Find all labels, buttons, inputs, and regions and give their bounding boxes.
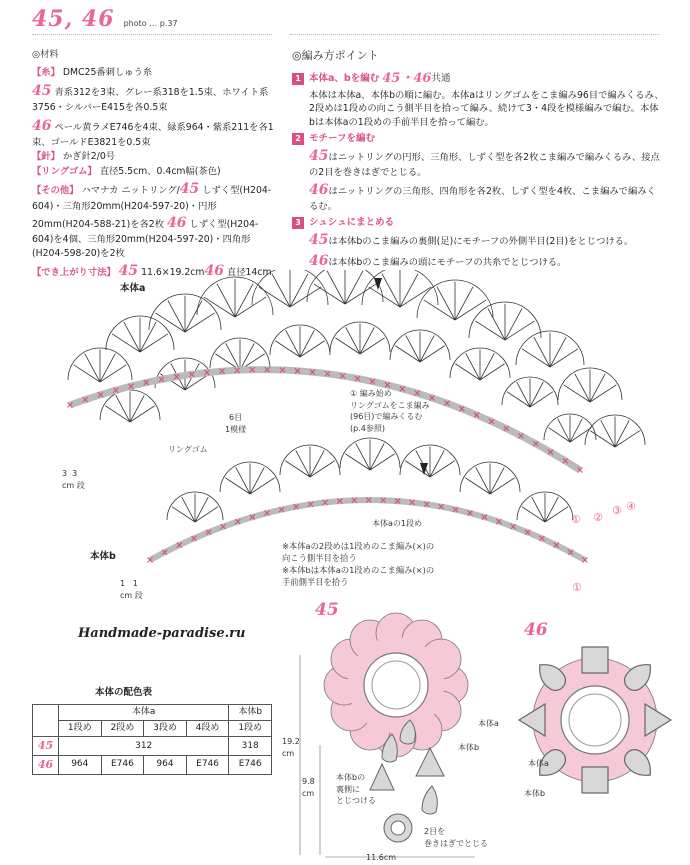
scallop-b (517, 492, 573, 522)
table-row: 45 312 318 (33, 737, 272, 756)
step-1-body: 本体は本体a、本体bの順に編む。本体aはリングゴムをこま編み96目で編みくるみ、2段めは1段めの向こう側半目を拾って編み、続けて3・4段を模様編みで編む。本体bは本体aの1段めの手前半目を拾って編む。 (309, 89, 664, 128)
scallop-a (585, 415, 645, 447)
header-divider-right (290, 34, 660, 35)
ring-gum-band (70, 370, 580, 470)
ring-gum-label: リングゴム (168, 445, 208, 454)
height-9-8: 9.8 cm (302, 777, 315, 798)
scale-b: 1 1 cm 段 (120, 579, 143, 600)
step-1-head: 1 本体a、bを編む 45・46 共通 (292, 70, 664, 89)
scallop-a (390, 330, 450, 362)
attach-note-45: 本体bの 裏側に とじつける (336, 773, 376, 806)
height-19-2: 19.2 cm (282, 737, 300, 758)
color-table-title: 本体の配色表 (95, 687, 153, 698)
scallop-a (106, 316, 174, 352)
points-title: ◎編み方ポイント (292, 49, 379, 62)
scallop-b (220, 462, 280, 494)
step-2-head: 2 モチーフを編む (292, 132, 664, 146)
shape-motif-46 (519, 704, 545, 736)
body-b-label: 本体b (90, 551, 116, 562)
note-2: ※本体bは本体aの1段めのこま編み(×)の 手前側半目を拾う (282, 565, 435, 588)
scallop-b (460, 462, 520, 494)
scallop-a (544, 414, 596, 442)
body-a-label-46: 本体a (528, 759, 549, 768)
scallop-b (280, 445, 340, 477)
scallop-a (68, 348, 132, 382)
row-4-a: ④ (626, 500, 636, 513)
header-divider (32, 34, 272, 35)
scallop-a (450, 348, 510, 380)
note-1: ※本体aの2段めは1段めのこま編み(×)の 向こう側半目を拾う (282, 541, 435, 564)
materials-section: ◎材料 【糸】 DMC25番刺しゅう糸 45 青系312を3束、グレー系318を1.5束、ホワイト系3756・シルバーE415を各0.5束 46 ペール黄ラメE746を4束、緑系964・紫系211を各1束、ゴールドE3821を0.5束 【針】 かぎ針2/0号 【リングゴム】 直径5.5cm、0.4cm幅(茶色) 【その他】 ハマナカ ニットリング/45 しずく型(H204-604)・三角形20mm(H204-597-20)・円形20mm(H204-588-21)を各2枚 46 しずく型(H204-604)を4個、三角形20mm(H204-597-20)・四角形(H204-598-20)を2枚 【でき上がり寸法】 45 11.6×19.2cm46 直径14cm (32, 49, 274, 280)
join-note-45: 2目を 巻きはぎでとじる (424, 827, 488, 848)
scallop-a (417, 280, 493, 320)
body-a-row1-label: 本体aの1段め (372, 519, 422, 528)
scallop-a (469, 302, 541, 340)
finished-45-number: 45 (315, 600, 339, 620)
scallop-a (307, 270, 383, 304)
six-stitch-repeat: 6目 1模様 (225, 413, 247, 434)
row-3-a: ③ (612, 504, 622, 517)
scallop-a (330, 322, 390, 354)
color-table: 本体a 本体b 1段め 2段め 3段め 4段め 1段め 45 312 318 46 964 E746 964 E746 E746 (32, 704, 272, 775)
body-b-label-46: 本体b (524, 789, 546, 798)
shape-motif-46 (645, 704, 671, 736)
scallop-a (252, 270, 328, 307)
shape-motif-46 (582, 767, 608, 793)
scallop-a (558, 368, 622, 402)
scallop-a (197, 277, 273, 317)
drop-motif-45-3 (422, 786, 437, 814)
start-triangle-b (420, 463, 428, 475)
scallop-a (210, 338, 270, 370)
photo-reference: photo … p.37 (123, 19, 178, 28)
scallop-a (516, 331, 584, 367)
scallop-a (270, 325, 330, 357)
scallop-a (502, 377, 558, 407)
scallop-b (400, 445, 460, 477)
materials-title: ◎材料 (32, 49, 59, 60)
inner-ring-45 (364, 653, 428, 717)
start-note: ① 編み始め リングゴムをこま編み (96目)で編みくるむ (p.4参照) (350, 389, 430, 433)
width-11-6: 11.6cm (366, 853, 397, 862)
shape-motif-46 (582, 647, 608, 673)
finished-46-number: 46 (524, 620, 548, 640)
watermark: Handmade-paradise.ru (78, 626, 246, 641)
table-row: 46 964 E746 964 E746 E746 (33, 756, 272, 775)
body-a-label: 本体a (120, 283, 146, 294)
step-3-head: 3 シュシュにまとめる (292, 216, 664, 230)
scallop-b (167, 492, 223, 522)
row-2-a: ② (593, 511, 603, 524)
scallop-a (149, 294, 221, 332)
single-crochet-marks (68, 367, 588, 562)
body-b-label-45: 本体b (458, 743, 480, 752)
pattern-numbers: 45, 46 (32, 6, 115, 32)
row-1-a: ① (571, 513, 581, 526)
inner-ring-46 (561, 686, 629, 754)
triangle-motif-45-1 (416, 748, 444, 776)
row-1-b: ① (572, 581, 582, 594)
knitting-points-section: ◎編み方ポイント 1 本体a、bを編む 45・46 共通 本体は本体a、本体bの順に編む。本体aはリングゴムをこま編み96目で編みくるみ、2段めは1段めの向こう側半目を拾って編み、続けて3・4段を模様編みで編む。本体bは本体aの1段めの手前半目を拾って編む。 2 モチーフを編む 45はニットリングの円形、三角形、しずく型を各2枚こま編みで編みくるみ、接点の2目を巻きはぎでとじる。 46はニットリングの三角形、四角形を各2枚、しずく型を4枚、こま編みで編みくるむ。 3 シュシュにまとめる 45は本体bのこま編みの裏側(足)にモチーフの外側半目(2目)をとじつける。 46は本体bのこま編みの頭にモチーフの共糸でとじつける。 (292, 49, 664, 269)
page-header (32, 4, 178, 36)
scale-a: 3 3 cm 段 (62, 469, 85, 490)
body-a-label-45: 本体a (478, 719, 499, 728)
scallop-b (340, 438, 400, 470)
